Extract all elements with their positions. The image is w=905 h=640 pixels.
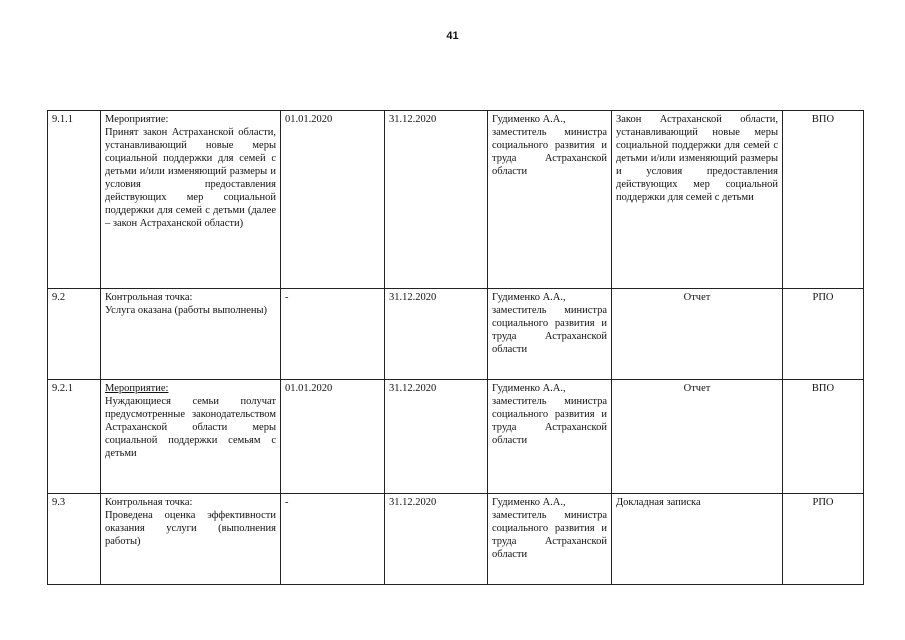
- document-cell: Отчет: [612, 289, 783, 380]
- document-cell: [612, 111, 783, 289]
- level-cell: ВПО: [783, 111, 864, 289]
- event-cell: [101, 111, 281, 289]
- table-row: [48, 289, 864, 380]
- event-cell: [101, 494, 281, 585]
- event-type: Мероприятие:: [105, 383, 169, 394]
- responsible-name: Гудименко А.А.,: [492, 292, 566, 303]
- responsible-cell: [488, 111, 612, 289]
- document-cell: Отчет: [612, 380, 783, 494]
- event-cell: [101, 289, 281, 380]
- responsible-role: заместитель министра социального развития и труда Астраханской области: [492, 305, 607, 355]
- end-date: 31.12.2020: [385, 494, 488, 585]
- document-text: Закон Астраханской области, устанавливающий новые меры социальной поддержки для семей с детьми и/или изменяющий размеры и условия предоставления действующих мер социальной поддержки для семей с детьми: [616, 114, 778, 203]
- responsible-cell: [488, 289, 612, 380]
- responsible-name: Гудименко А.А.,: [492, 383, 566, 394]
- responsible-cell: [488, 494, 612, 585]
- start-date: -: [281, 289, 385, 380]
- table-row: [48, 494, 864, 585]
- table-row: [48, 111, 864, 289]
- end-date: 31.12.2020: [385, 111, 488, 289]
- plan-table: [47, 110, 864, 585]
- level-cell: РПО: [783, 289, 864, 380]
- level-cell: РПО: [783, 494, 864, 585]
- responsible-cell: [488, 380, 612, 494]
- level-cell: ВПО: [783, 380, 864, 494]
- responsible-name: Гудименко А.А.,: [492, 114, 566, 125]
- page-number: 41: [446, 30, 459, 42]
- start-date: 01.01.2020: [281, 380, 385, 494]
- start-date: 01.01.2020: [281, 111, 385, 289]
- event-type: Мероприятие:: [105, 114, 169, 125]
- event-description: Услуга оказана (работы выполнены): [105, 305, 268, 316]
- start-date: -: [281, 494, 385, 585]
- event-cell: [101, 380, 281, 494]
- responsible-role: заместитель министра социального развития и труда Астраханской области: [492, 510, 607, 560]
- end-date: 31.12.2020: [385, 289, 488, 380]
- row-number: 9.2: [48, 289, 101, 380]
- event-description: Проведена оценка эффективности оказания услуги (выполнения работы): [105, 510, 276, 547]
- document-text: Докладная записка: [616, 497, 701, 508]
- event-type: Контрольная точка:: [105, 497, 193, 508]
- table-row: [48, 380, 864, 494]
- row-number: 9.2.1: [48, 380, 101, 494]
- event-description: Нуждающиеся семьи получат предусмотренные законодательством Астраханской области меры социальной поддержки семьям с детьми: [105, 396, 276, 459]
- row-number: 9.1.1: [48, 111, 101, 289]
- row-number: 9.3: [48, 494, 101, 585]
- event-type: Контрольная точка:: [105, 292, 193, 303]
- responsible-name: Гудименко А.А.,: [492, 497, 566, 508]
- document-cell: [612, 494, 783, 585]
- responsible-role: заместитель министра социального развития и труда Астраханской области: [492, 396, 607, 446]
- responsible-role: заместитель министра социального развития и труда Астраханской области: [492, 127, 607, 177]
- event-description: Принят закон Астраханской области, устанавливающий новые меры социальной поддержки для семей с детьми и/или изменяющий размеры и условия предоставления действующих мер социальной поддержки для семей с детьми (далее – закон Астраханской области): [105, 127, 276, 229]
- end-date: 31.12.2020: [385, 380, 488, 494]
